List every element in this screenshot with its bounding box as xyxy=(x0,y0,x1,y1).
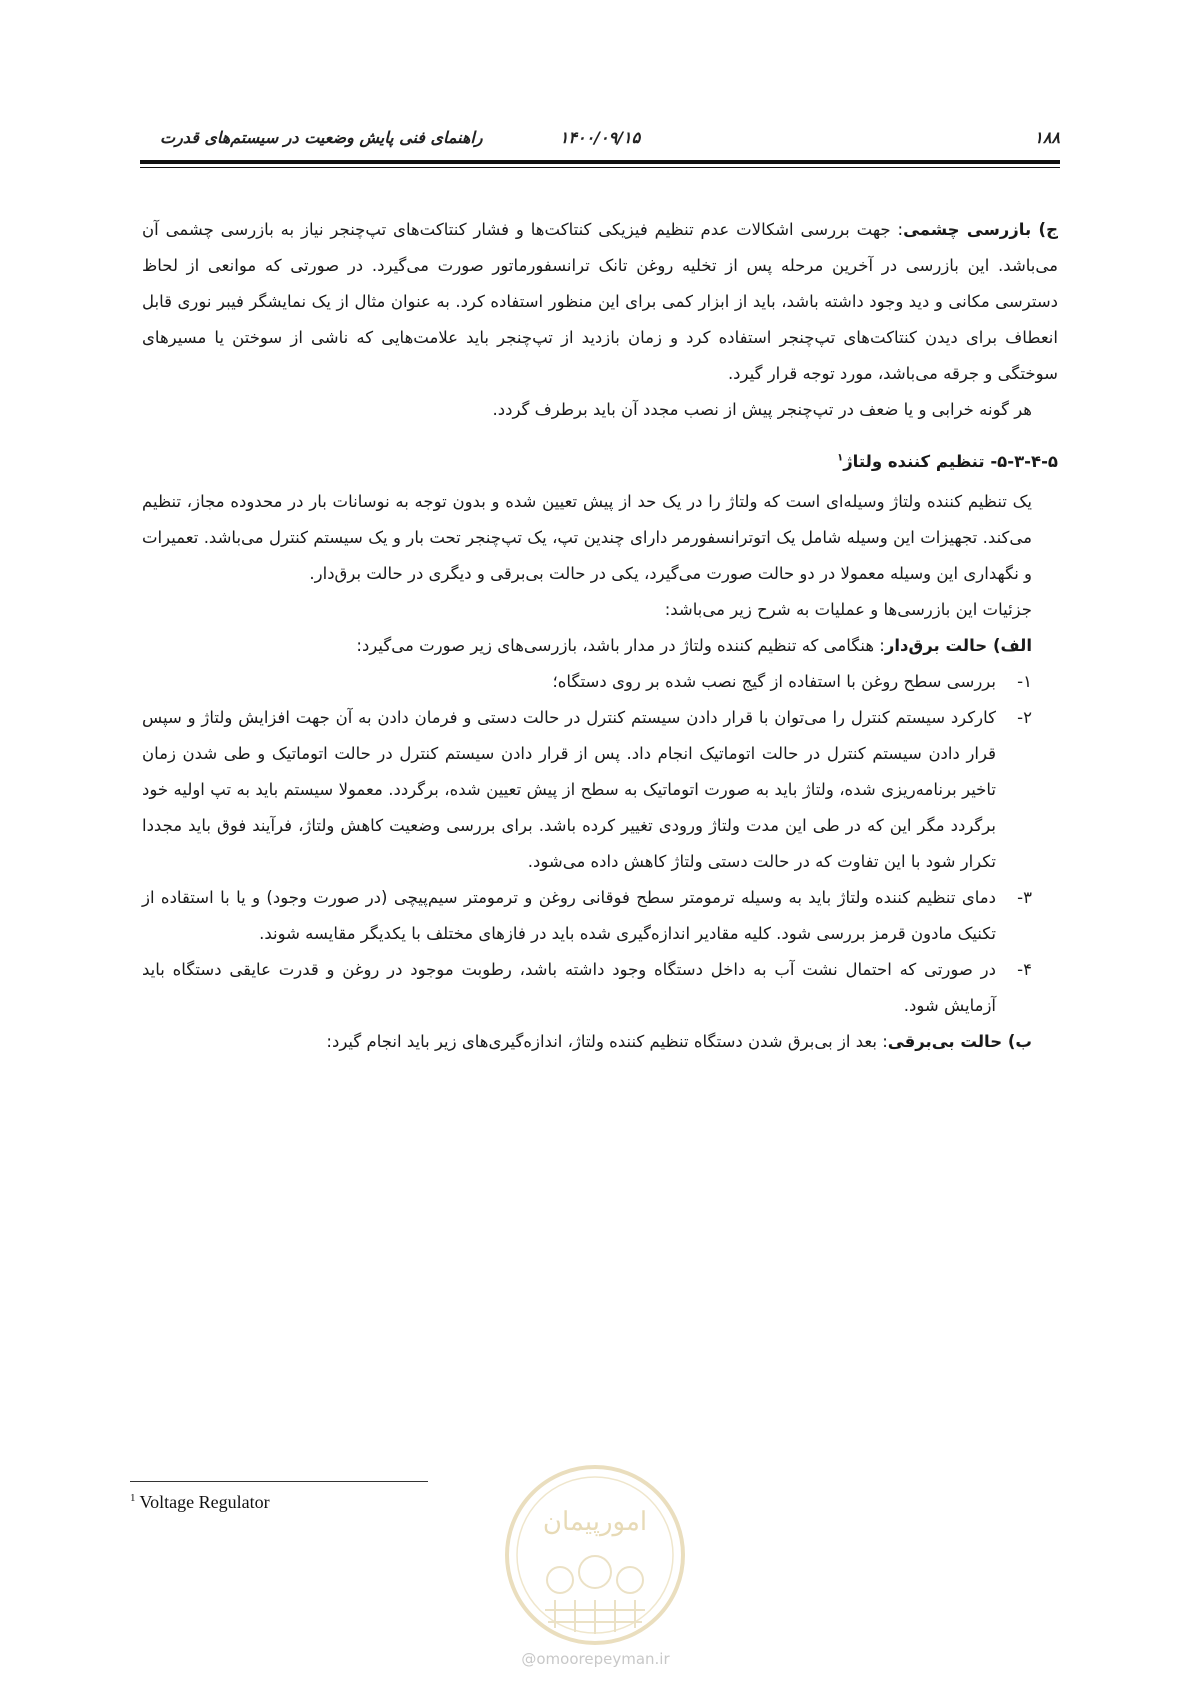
paragraph-deenergized-state xyxy=(142,1024,1058,1060)
list-item xyxy=(142,700,1058,880)
energized-state-label: الف) حالت برق‌دار xyxy=(884,636,1032,655)
list-item-text: دمای تنظیم کننده ولتاژ باید به وسیله ترمومتر سطح فوقانی روغن و ترمومتر سیم‌پیچی (در صورت وجود) و یا با استقاده از تکنیک مادون قرمز بررسی شود. کلیه مقادیر اندازه‌گیری شده باید در فازهای مختلف با یکدیگر مقایسه شوند. xyxy=(142,888,996,943)
section-heading xyxy=(142,444,1058,480)
footnote xyxy=(130,1492,270,1513)
body-text xyxy=(142,212,1058,1060)
watermark-logo-text: امورپیمان xyxy=(542,1507,648,1537)
paragraph-details: جزئیات این بازرسی‌ها و عملیات به شرح زیر می‌باشد: xyxy=(664,600,1032,619)
list-item-number: ۲- xyxy=(1017,708,1032,727)
list-item xyxy=(142,952,1058,1024)
footnote-mark: 1 xyxy=(130,1492,136,1504)
visual-inspection-label: ج) بازرسی چشمی xyxy=(903,220,1058,239)
list-item-number: ۴- xyxy=(1017,960,1032,979)
header-rule-thin xyxy=(140,167,1060,168)
list-item xyxy=(142,880,1058,952)
paragraph-visual-inspection xyxy=(142,212,1058,392)
list-item-number: ۱- xyxy=(1017,672,1032,691)
list-item-text: در صورتی که احتمال نشت آب به داخل دستگاه وجود داشته باشد، رطوبت موجود در روغن و قدرت عایقی دستگاه باید آزمایش شود. xyxy=(142,960,996,1015)
footnote-text: Voltage Regulator xyxy=(139,1492,270,1512)
list-item-number: ۳- xyxy=(1017,888,1032,907)
paragraph-intro: یک تنظیم کننده ولتاژ وسیله‌ای است که ولتاژ را در یک حد از پیش تعیین شده و بدون توجه به نوسانات بار در محدوده مجاز، تنظیم می‌کند. تجهیزات این وسیله شامل یک اتوترانسفورمر دارای چندین تپ، یک تپ‌چنجر تحت بار و یک سیستم کنترل می‌باشد. تعمیرات و نگهداری این وسیله معمولا در دو حالت صورت می‌گیرد، یکی در حالت بی‌برقی و دیگری در حالت برق‌دار. xyxy=(142,492,1032,583)
page-header xyxy=(140,128,1060,150)
header-date: ۱۴۰۰/۰۹/۱۵ xyxy=(559,128,641,147)
visual-inspection-text: : جهت بررسی اشکالات عدم تنظیم فیزیکی کنتاکت‌ها و فشار کنتاکت‌های تپ‌چنجر نیاز به بازرسی چشمی آن می‌باشد. این بازرسی در آخرین مرحله پس از تخلیه روغن تانک ترانسفورماتور صورت می‌گیرد. در صورتی که موانعی از لحاظ دسترسی مکانی و دید وجود داشته باشد، باید از ابزار کمی برای این منظور استفاده کرد. به عنوان مثال از یک نمایشگر فیبر نوری قابل انعطاف برای دیدن کنتاکت‌های تپ‌چنجر استفاده کرد و زمان بازدید از تپ‌چنجر باید علامت‌هایی که ناشی از سوختن یا مسیرهای سوختگی و جرقه می‌باشد، مورد توجه قرار گیرد. xyxy=(142,220,1058,383)
energized-state-text: : هنگامی که تنظیم کننده ولتاژ در مدار باشد، بازرسی‌های زیر صورت می‌گیرد: xyxy=(356,636,885,655)
footnote-reference: ۱ xyxy=(837,452,844,464)
paragraph-repair-note: هر گونه خرابی و یا ضعف در تپ‌چنجر پیش از نصب مجدد آن باید برطرف گردد. xyxy=(492,400,1032,419)
list-item xyxy=(142,664,1058,700)
paragraph-energized-state xyxy=(142,628,1058,664)
footnote-rule xyxy=(130,1481,428,1482)
section-heading-text: ۵-۳-۴-۵- تنظیم کننده ولتاژ xyxy=(843,452,1058,471)
header-rule-thick xyxy=(140,160,1060,164)
deenergized-state-label: ب) حالت بی‌برقی xyxy=(887,1032,1032,1051)
list-item-text: کارکرد سیستم کنترل را می‌توان با قرار دادن سیستم کنترل در حالت دستی و فرمان دادن به آن جهت افزایش ولتاژ و سپس قرار دادن سیستم کنترل در حالت اتوماتیک انجام داد. پس از قرار دادن سیستم کنترل در حالت اتوماتیک و طی شدن زمان تاخیر برنامه‌ریزی شده، ولتاژ باید به صورت اتوماتیک به سطح از پیش تعیین شده، برگردد. معمولا سیستم باید به تپ اولیه خود برگردد مگر این که در طی این مدت ولتاژ ورودی تغییر کرده باشد. برای بررسی وضعیت کاهش ولتاژ، فرآیند فوق باید مجددا تکرار شود با این تفاوت که در حالت دستی ولتاژ کاهش داده می‌شود. xyxy=(142,708,996,871)
watermark-logo xyxy=(500,1460,690,1650)
watermark-url: @omoorepeyman.ir xyxy=(521,1650,670,1668)
list-item-text: بررسی سطح روغن با استفاده از گیج نصب شده بر روی دستگاه؛ xyxy=(552,672,996,691)
deenergized-state-text: : بعد از بی‌برق شدن دستگاه تنظیم کننده ولتاژ، اندازه‌گیری‌های زیر باید انجام گیرد: xyxy=(326,1032,888,1051)
header-title: راهنمای فنی پایش وضعیت در سیستم‌های قدرت xyxy=(160,128,483,147)
page-number: ۱۸۸ xyxy=(1034,128,1060,147)
